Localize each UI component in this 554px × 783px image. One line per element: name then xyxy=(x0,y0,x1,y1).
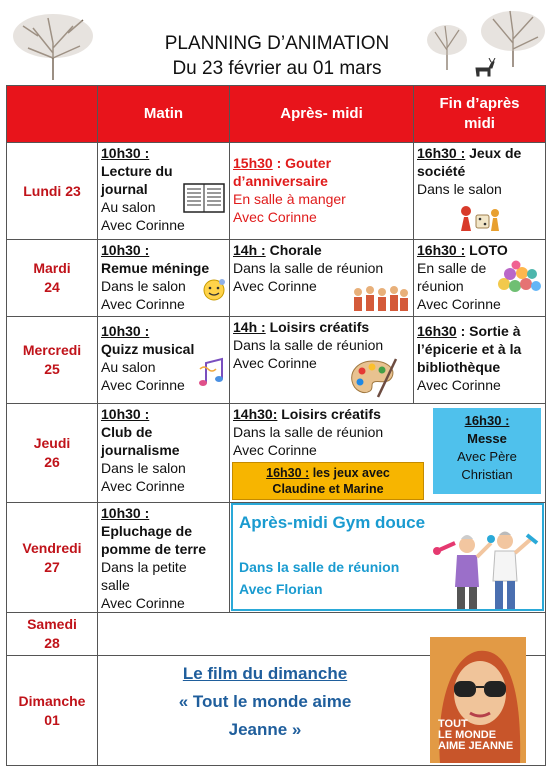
gym-trainer: Avec Florian xyxy=(239,581,323,597)
page-title: PLANNING D’ANIMATION xyxy=(164,33,390,54)
cell-lundi-fin: 16h30 : Jeux de société Dans le salon xyxy=(413,142,546,240)
choir-icon xyxy=(350,282,410,314)
cell-lundi-apres-midi: 15h30 : Gouter d’anniversaire En salle à manger Avec Corinne xyxy=(229,142,414,240)
day-samedi: Samedi 28 xyxy=(6,612,98,656)
messe-box: 16h30 : Messe Avec Père Christian xyxy=(433,408,541,494)
newspaper-icon xyxy=(182,181,226,215)
day-jeudi: Jeudi 26 xyxy=(6,403,98,503)
cell-mercredi-matin: 10h30 : Quizz musical Au salon Avec Corinne xyxy=(97,316,230,404)
gym-place: Dans la salle de réunion xyxy=(239,559,400,575)
day-mercredi: Mercredi 25 xyxy=(6,316,98,404)
gym-seniors-icon xyxy=(433,525,539,611)
day-mardi: Mardi 24 xyxy=(6,239,98,317)
day-vendredi: Vendredi 27 xyxy=(6,502,98,613)
cell-mardi-apres-midi: 14h : Chorale Dans la salle de réunion Avec Corinne xyxy=(229,239,414,317)
tree-icon xyxy=(425,20,470,70)
tree-icon xyxy=(8,8,98,80)
loto-balls-icon xyxy=(496,260,542,294)
music-notes-icon xyxy=(198,355,228,389)
gym-title: Après-midi Gym douce xyxy=(239,513,426,532)
cell-mardi-fin: 16h30 : LOTO En salle de réunion Avec Corinne xyxy=(413,239,546,317)
cell-lundi-matin: 10h30 : Lecture du journal Au salon Avec Corinne xyxy=(97,142,230,240)
header-apres-midi: Après- midi xyxy=(229,85,414,143)
cell-jeudi-apres-midi: 14h30: Loisirs créatifs Dans la salle de réunion Avec Corinne xyxy=(229,403,546,503)
jeudi-jeux-banner: 16h30 : les jeux avec Claudine et Marine xyxy=(232,462,424,500)
film-poster xyxy=(430,637,526,763)
cell-mardi-matin: 10h30 : Remue méninge Dans le salon Avec Corinne xyxy=(97,239,230,317)
header-fin-apres-midi: Fin d’après midi xyxy=(413,85,546,143)
header-matin: Matin xyxy=(97,85,230,143)
cell-mercredi-fin: 16h30 : Sortie à l’épicerie et à la bibliothèque Avec Corinne xyxy=(413,316,546,404)
cell-vendredi-matin: 10h30 : Epluchage de pomme de terre Dans la petite salle Avec Corinne xyxy=(97,502,230,613)
gym-douce-box xyxy=(231,503,544,611)
cell-mercredi-apres-midi: 14h : Loisirs créatifs Dans la salle de réunion Avec Corinne xyxy=(229,316,414,404)
page-subtitle: Du 23 février au 01 mars xyxy=(172,58,382,79)
poster-title: TOUT LE MONDE AIME JEANNE xyxy=(438,718,514,752)
film-announcement: Le film du dimanche « Tout le monde aime Jeanne » xyxy=(178,664,352,739)
brain-icon xyxy=(202,278,226,302)
day-dimanche: Dimanche 01 xyxy=(6,655,98,766)
palette-icon xyxy=(348,357,398,399)
deer-icon xyxy=(472,58,496,80)
header-blank xyxy=(6,85,98,143)
day-lundi: Lundi 23 xyxy=(6,142,98,240)
pawns-icon xyxy=(454,203,502,233)
cell-jeudi-matin: 10h30 : Club de journalisme Dans le salon Avec Corinne xyxy=(97,403,230,503)
